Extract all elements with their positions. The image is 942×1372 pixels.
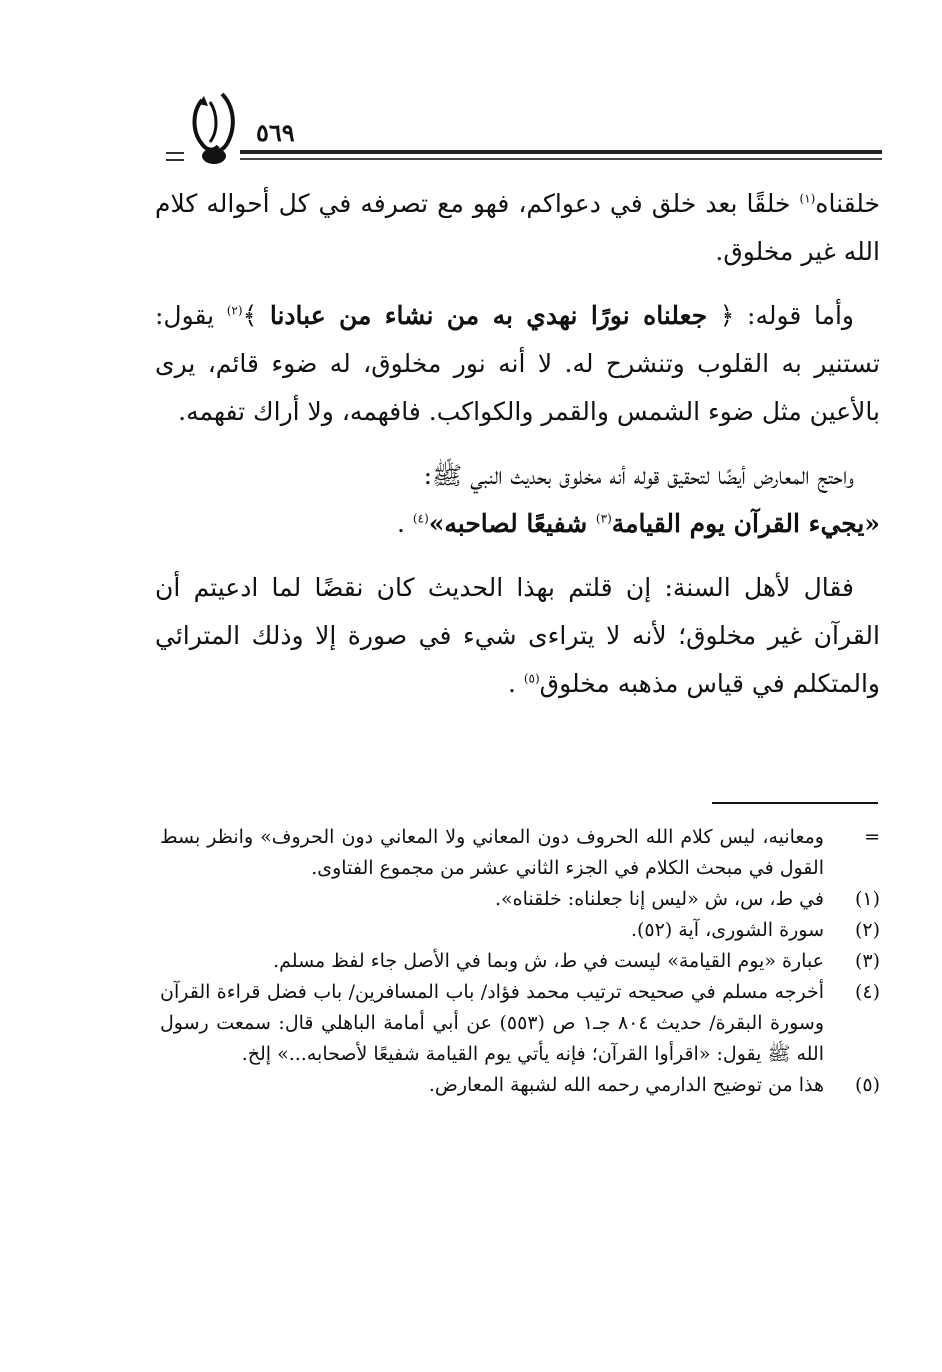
footnote-mark: (٤)	[854, 981, 880, 1003]
hadith-text: شفيعًا لصاحبه»	[428, 509, 596, 538]
footnote-continued	[160, 822, 880, 884]
text-run: .	[507, 669, 524, 698]
text-run: خلقناه	[815, 189, 880, 218]
footnote-text: أخرجه مسلم في صحيحه ترتيب محمد فؤاد/ باب المسافرين/ باب فضل قراءة القرآن وسورة البقرة/ حديث ٨٠٤ جـ١ ص (٥٥٣) عن أبي أمامة الباهلي قال: سمعت رسول الله ﷺ يقول: «اقرأوا القرآن؛ فإنه يأتي يوم القيامة شفيعًا لأصحابه...» إلخ.	[160, 981, 825, 1065]
text-run: وأما قوله: ﴿	[707, 301, 854, 330]
footnote-mark: =	[864, 826, 880, 848]
footnote-ref: (٣)	[595, 511, 612, 526]
footnote-ref: (٥)	[523, 671, 540, 686]
footnote-mark: (٥)	[854, 1074, 880, 1096]
footnote-1	[160, 884, 880, 915]
paragraph-2	[155, 292, 880, 436]
text-run: .	[397, 509, 413, 538]
text-run: فقال لأهل السنة: إن قلتم بهذا الحديث كان نقضًا لما ادعيتم أن القرآن غير مخلوق؛ لأنه لا يتراءى شيء في صورة إلا وذلك المترائي والمتكلم في قياس مذهبه مخلوق	[155, 573, 880, 698]
footnote-ref: (١)	[799, 191, 816, 206]
footnote-5	[160, 1070, 880, 1101]
footnote-mark: (١)	[854, 888, 880, 910]
main-text	[155, 180, 880, 724]
footnote-text: هذا من توضيح الدارمي رحمه الله لشبهة المعارض.	[428, 1074, 824, 1096]
page-number: ٥٦٩	[256, 118, 295, 147]
header-rule	[240, 150, 882, 154]
paragraph-4	[155, 564, 880, 708]
footnote-text: في ط، س، ش «ليس إنا جعلناه: خلقناه».	[494, 888, 824, 910]
footnote-2	[160, 915, 880, 946]
header-rule-left	[166, 152, 184, 161]
footnotes	[160, 822, 880, 1101]
text-run: خلقًا بعد خلق في دعواكم، فهو مع تصرفه في كل أحواله كلام الله غير مخلوق.	[155, 189, 880, 266]
text-run: واحتج المعارض أيضًا لتحقيق قوله أنه مخلوق بحديث النبي ﷺ:	[423, 461, 854, 490]
paragraph-3	[155, 452, 880, 548]
footnote-text: عبارة «يوم القيامة» ليست في ط، ش وبما في الأصل جاء لفظ مسلم.	[273, 950, 824, 972]
paragraph-1	[155, 180, 880, 276]
footnote-mark: (٢)	[854, 919, 880, 941]
text-run: ﴾	[242, 301, 270, 330]
footnote-text: سورة الشورى، آية (٥٢).	[630, 919, 824, 941]
header-rule-thin	[240, 158, 882, 160]
footnote-4	[160, 977, 880, 1070]
footnote-mark: (٣)	[854, 950, 880, 972]
footnote-3	[160, 946, 880, 977]
quran-verse: جعلناه نورًا نهدي به من نشاء من عبادنا	[269, 301, 708, 330]
quill-ornament-icon	[188, 92, 244, 168]
text-run: يقول: تستنير به القلوب وتنشرح له. لا أنه نور مخلوق، له ضوء قائم، يرى بالأعين مثل ضوء الشمس والقمر والكواكب. فافهمه، ولا أراك تفهمه.	[155, 301, 880, 426]
page-header	[160, 92, 882, 172]
footnote-ref: (٢)	[226, 303, 243, 318]
footnote-separator	[712, 802, 878, 804]
footnote-ref: (٤)	[412, 511, 429, 526]
footnote-text: ومعانيه، ليس كلام الله الحروف دون المعاني ولا المعاني دون الحروف» وانظر بسط القول في مبحث الكلام في الجزء الثاني عشر من مجموع الفتاوى.	[160, 826, 824, 879]
hadith-text: «يجيء القرآن يوم القيامة	[611, 509, 880, 538]
